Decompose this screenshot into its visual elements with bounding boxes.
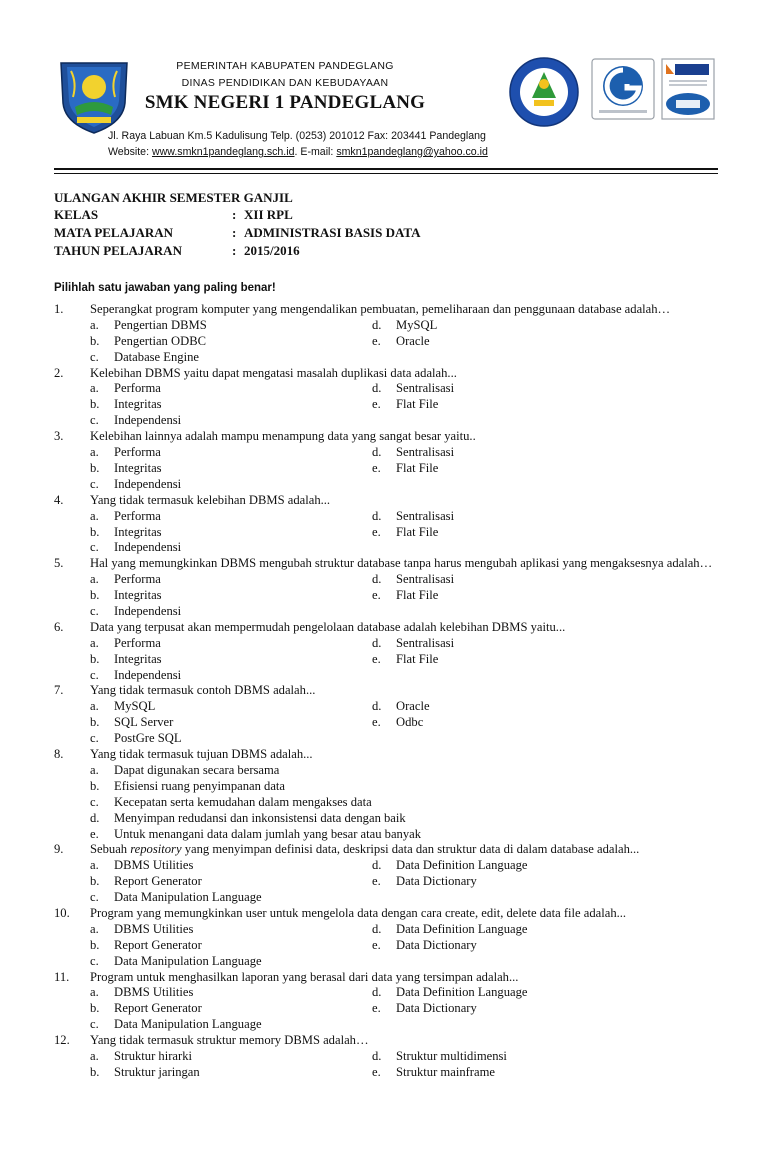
option-letter: b. xyxy=(90,524,100,539)
info-value: 2015/2016 xyxy=(244,243,300,258)
header-rule-thick xyxy=(54,168,718,170)
option-e xyxy=(372,652,438,668)
option-letter: d. xyxy=(372,317,382,332)
option-letter: a. xyxy=(90,635,99,650)
header-rule-thin xyxy=(54,173,718,174)
email-link[interactable]: smkn1pandeglang@yahoo.co.id xyxy=(336,146,488,158)
website-link[interactable]: www.smkn1pandeglang.sch.id xyxy=(151,146,295,158)
option-text: DBMS Utilities xyxy=(114,921,194,936)
email-label: . E-mail: xyxy=(294,146,334,158)
option-c xyxy=(90,604,181,620)
school-name: SMK NEGERI 1 PANDEGLANG xyxy=(144,92,426,113)
question-9 xyxy=(54,842,718,906)
school-address: Jl. Raya Labuan Km.5 Kadulisung Telp. (0253) 201012 Fax: 203441 Pandeglang xyxy=(108,130,486,142)
option-c xyxy=(90,350,199,366)
question-text: Kelebihan DBMS yaitu dapat mengatasi masalah duplikasi data adalah... xyxy=(90,365,457,380)
info-label: KELAS xyxy=(54,207,99,222)
question-number: 7. xyxy=(54,683,64,698)
option-letter: e. xyxy=(372,715,381,730)
option-text: Struktur jaringan xyxy=(114,1064,200,1079)
option-text: Performa xyxy=(114,381,161,396)
question-1 xyxy=(54,302,718,366)
department-line: DINAS PENDIDIKAN DAN KEBUDAYAAN xyxy=(181,77,389,89)
question-7 xyxy=(54,683,718,747)
option-text: Data Dictionary xyxy=(396,1001,477,1016)
option-d xyxy=(372,636,454,652)
website-label: Website: xyxy=(108,146,150,158)
option-letter: c. xyxy=(90,890,99,905)
option-letter: c. xyxy=(90,540,99,555)
option-letter: e. xyxy=(372,524,381,539)
option-text: Oracle xyxy=(396,699,430,714)
question-5 xyxy=(54,556,718,620)
option-letter: c. xyxy=(90,667,99,682)
option-letter: d. xyxy=(372,1049,382,1064)
option-text: Data Definition Language xyxy=(396,921,528,936)
option-e xyxy=(372,397,438,413)
option-text: Sentralisasi xyxy=(396,572,455,587)
option-letter: b. xyxy=(90,460,100,475)
option-text: Efisiensi ruang penyimpanan data xyxy=(114,778,286,793)
option-text: Dapat digunakan secara bersama xyxy=(114,762,280,777)
option-letter: b. xyxy=(90,1064,100,1079)
info-value: ADMINISTRASI BASIS DATA xyxy=(244,225,421,240)
option-a xyxy=(90,858,193,874)
option-letter: e. xyxy=(90,826,99,841)
option-text: Database Engine xyxy=(114,349,199,364)
question-text: Yang tidak termasuk tujuan DBMS adalah... xyxy=(90,747,313,762)
option-text: Performa xyxy=(114,572,161,587)
option-letter: a. xyxy=(90,858,99,873)
option-letter: d. xyxy=(90,810,100,825)
option-c xyxy=(90,795,372,811)
option-e xyxy=(372,1065,495,1081)
option-d xyxy=(372,445,454,461)
option-text: Flat File xyxy=(396,651,439,666)
option-text: Independensi xyxy=(114,413,182,428)
option-e xyxy=(372,525,438,541)
option-letter: b. xyxy=(90,778,100,793)
option-letter: e. xyxy=(372,460,381,475)
option-b xyxy=(90,779,285,795)
option-d xyxy=(90,811,406,827)
question-number: 3. xyxy=(54,429,64,444)
option-a xyxy=(90,636,161,652)
option-letter: b. xyxy=(90,1001,100,1016)
question-number: 4. xyxy=(54,492,64,507)
option-text: Integritas xyxy=(114,588,162,603)
option-text: Independensi xyxy=(114,604,182,618)
option-text: Report Generator xyxy=(114,1001,202,1016)
option-letter: c. xyxy=(90,731,99,746)
option-text: Sentralisasi xyxy=(396,381,455,396)
option-a xyxy=(90,318,207,334)
option-e xyxy=(372,715,423,731)
question-number: 2. xyxy=(54,365,64,380)
option-d xyxy=(372,922,527,938)
question-number: 6. xyxy=(54,619,64,634)
info-value: XII RPL xyxy=(244,207,293,222)
option-text: Data Dictionary xyxy=(396,874,477,889)
option-text: Struktur hirarki xyxy=(114,1049,192,1064)
option-c xyxy=(90,954,262,970)
option-e xyxy=(372,588,438,604)
option-b xyxy=(90,1065,200,1081)
question-8 xyxy=(54,747,718,842)
instruction: Pilihlah satu jawaban yang paling benar! xyxy=(54,282,276,294)
info-row-class: KELAS : XII RPL xyxy=(54,207,293,222)
option-text: Data Manipulation Language xyxy=(114,890,262,905)
tuv-certification-badge xyxy=(591,58,655,120)
option-letter: a. xyxy=(90,445,99,460)
question-text: Yang tidak termasuk contoh DBMS adalah... xyxy=(90,683,316,698)
option-letter: e. xyxy=(372,651,381,666)
option-letter: c. xyxy=(90,476,99,491)
question-11 xyxy=(54,970,718,1034)
option-text: Data Definition Language xyxy=(396,858,528,873)
option-text: Odbc xyxy=(396,715,424,730)
option-letter: a. xyxy=(90,1049,99,1064)
info-label: TAHUN PELAJARAN xyxy=(54,243,182,258)
option-text: Struktur mainframe xyxy=(396,1064,495,1079)
question-text: Program yang memungkinkan user untuk mengelola data dengan cara create, edit, delete data file adalah... xyxy=(90,905,627,920)
option-letter: a. xyxy=(90,699,99,714)
option-letter: b. xyxy=(90,588,100,603)
government-line: PEMERINTAH KABUPATEN PANDEGLANG xyxy=(176,60,394,72)
option-a xyxy=(90,445,161,461)
option-b xyxy=(90,938,202,954)
question-6 xyxy=(54,620,718,684)
option-text: Menyimpan redudansi dan inkonsistensi data dengan baik xyxy=(114,810,406,825)
option-e xyxy=(372,1001,477,1017)
option-letter: a. xyxy=(90,985,99,1000)
option-e xyxy=(90,827,421,843)
option-b xyxy=(90,874,202,890)
question-text: Kelebihan lainnya adalah mampu menampung data yang sangat besar yaitu.. xyxy=(90,429,476,444)
option-text: MySQL xyxy=(396,317,438,332)
option-a xyxy=(90,699,155,715)
option-letter: e. xyxy=(372,1001,381,1016)
question-number: 12. xyxy=(54,1033,70,1048)
question-number: 9. xyxy=(54,842,64,857)
option-d xyxy=(372,985,527,1001)
education-ministry-emblem xyxy=(508,56,580,128)
option-letter: c. xyxy=(90,1017,99,1032)
option-letter: b. xyxy=(90,715,100,730)
option-text: Integritas xyxy=(114,397,162,412)
option-text: DBMS Utilities xyxy=(114,858,194,873)
option-c xyxy=(90,668,181,684)
option-text: Integritas xyxy=(114,651,162,666)
option-letter: d. xyxy=(372,508,382,523)
question-list xyxy=(54,302,718,1081)
option-d xyxy=(372,1049,507,1065)
option-text: Flat File xyxy=(396,397,439,412)
question-text: Yang tidak termasuk struktur memory DBMS adalah… xyxy=(90,1033,369,1048)
option-b xyxy=(90,715,173,731)
option-b xyxy=(90,525,162,541)
option-text: Independensi xyxy=(114,667,182,682)
option-letter: c. xyxy=(90,349,99,364)
option-text: Integritas xyxy=(114,524,162,539)
option-letter: e. xyxy=(372,333,381,348)
question-text: Hal yang memungkinkan DBMS mengubah struktur database tanpa harus mengubah aplikasi yang mengaksesnya adalah… xyxy=(90,556,713,571)
question-number: 11. xyxy=(54,969,70,984)
option-text: PostGre SQL xyxy=(114,731,182,746)
option-c xyxy=(90,540,181,556)
option-a xyxy=(90,763,279,779)
option-a xyxy=(90,922,193,938)
option-letter: e. xyxy=(372,588,381,603)
option-text: MySQL xyxy=(114,699,156,714)
option-text: Data Manipulation Language xyxy=(114,1017,262,1032)
option-text: Sentralisasi xyxy=(396,508,455,523)
option-text: Performa xyxy=(114,635,161,650)
kan-iaf-accreditation-badge xyxy=(661,58,715,120)
option-letter: b. xyxy=(90,937,100,952)
option-letter: e. xyxy=(372,397,381,412)
option-letter: a. xyxy=(90,317,99,332)
question-text: Data yang terpusat akan mempermudah pengelolaan database adalah kelebihan DBMS yaitu... xyxy=(90,619,566,634)
option-e xyxy=(372,334,430,350)
option-b xyxy=(90,461,162,477)
option-text: Performa xyxy=(114,508,161,523)
question-text: Sebuah repository yang menyimpan definisi data, deskripsi data dan struktur data di dalam database adalah... xyxy=(90,842,640,857)
option-letter: b. xyxy=(90,333,100,348)
option-letter: a. xyxy=(90,921,99,936)
option-text: Independensi xyxy=(114,476,182,491)
option-letter: e. xyxy=(372,874,381,889)
option-text: Flat File xyxy=(396,524,439,539)
option-b xyxy=(90,1001,202,1017)
option-letter: e. xyxy=(372,937,381,952)
option-b xyxy=(90,334,206,350)
question-2 xyxy=(54,366,718,430)
question-10 xyxy=(54,906,718,970)
option-a xyxy=(90,381,161,397)
option-c xyxy=(90,731,182,747)
option-text: Oracle xyxy=(396,333,430,348)
option-b xyxy=(90,588,162,604)
option-e xyxy=(372,874,477,890)
option-letter: d. xyxy=(372,858,382,873)
option-d xyxy=(372,318,437,334)
option-d xyxy=(372,572,454,588)
option-letter: a. xyxy=(90,762,99,777)
option-letter: e. xyxy=(372,1064,381,1079)
question-text: Program untuk menghasilkan laporan yang berasal dari data yang tersimpan adalah... xyxy=(90,969,519,984)
option-letter: d. xyxy=(372,381,382,396)
question-4 xyxy=(54,493,718,557)
option-c xyxy=(90,477,181,493)
contact-line xyxy=(108,146,488,158)
option-text: Struktur multidimensi xyxy=(396,1049,507,1064)
question-text: Yang tidak termasuk kelebihan DBMS adalah... xyxy=(90,492,331,507)
option-text: Report Generator xyxy=(114,937,202,952)
option-text: Performa xyxy=(114,445,161,460)
option-b xyxy=(90,652,162,668)
option-a xyxy=(90,572,161,588)
option-letter: d. xyxy=(372,445,382,460)
option-text: Pengertian DBMS xyxy=(114,317,207,332)
option-e xyxy=(372,461,438,477)
question-3 xyxy=(54,429,718,493)
option-text: SQL Server xyxy=(114,715,174,730)
option-d xyxy=(372,509,454,525)
question-number: 8. xyxy=(54,747,64,762)
option-text: Flat File xyxy=(396,588,439,603)
option-letter: c. xyxy=(90,413,99,428)
option-text: Independensi xyxy=(114,540,182,555)
option-a xyxy=(90,1049,192,1065)
option-text: Untuk menangani data dalam jumlah yang besar atau banyak xyxy=(114,826,422,841)
option-letter: d. xyxy=(372,572,382,587)
option-letter: d. xyxy=(372,699,382,714)
option-letter: d. xyxy=(372,635,382,650)
option-letter: d. xyxy=(372,985,382,1000)
option-c xyxy=(90,890,262,906)
option-d xyxy=(372,858,527,874)
info-row-year: TAHUN PELAJARAN : 2015/2016 xyxy=(54,243,300,258)
question-text: Seperangkat program komputer yang mengendalikan pembuatan, pemeliharaan dan penggunaan database adalah… xyxy=(90,302,671,316)
option-letter: b. xyxy=(90,874,100,889)
option-text: Kecepatan serta kemudahan dalam mengakses data xyxy=(114,794,372,809)
option-text: Integritas xyxy=(114,460,162,475)
option-d xyxy=(372,699,430,715)
option-letter: c. xyxy=(90,794,99,809)
option-letter: a. xyxy=(90,508,99,523)
option-text: Data Dictionary xyxy=(396,937,477,952)
question-12 xyxy=(54,1033,718,1081)
question-number: 1. xyxy=(54,302,64,316)
option-text: Data Definition Language xyxy=(396,985,528,1000)
option-letter: d. xyxy=(372,921,382,936)
option-letter: a. xyxy=(90,572,99,587)
option-letter: a. xyxy=(90,381,99,396)
option-c xyxy=(90,1017,262,1033)
option-text: Flat File xyxy=(396,460,439,475)
option-b xyxy=(90,397,162,413)
exam-title: ULANGAN AKHIR SEMESTER GANJIL xyxy=(54,190,293,205)
question-number: 5. xyxy=(54,556,64,571)
option-letter: c. xyxy=(90,953,99,968)
option-text: Sentralisasi xyxy=(396,635,455,650)
option-d xyxy=(372,381,454,397)
option-letter: b. xyxy=(90,397,100,412)
option-text: Data Manipulation Language xyxy=(114,953,262,968)
option-text: DBMS Utilities xyxy=(114,985,194,1000)
option-e xyxy=(372,938,477,954)
option-c xyxy=(90,413,181,429)
option-a xyxy=(90,509,161,525)
info-label: MATA PELAJARAN xyxy=(54,225,174,240)
question-number: 10. xyxy=(54,905,70,920)
option-text: Report Generator xyxy=(114,874,202,889)
option-letter: c. xyxy=(90,604,99,618)
option-text: Sentralisasi xyxy=(396,445,455,460)
info-row-subject: MATA PELAJARAN : ADMINISTRASI BASIS DATA xyxy=(54,225,421,240)
option-letter: b. xyxy=(90,651,100,666)
option-text: Pengertian ODBC xyxy=(114,333,206,348)
option-a xyxy=(90,985,193,1001)
